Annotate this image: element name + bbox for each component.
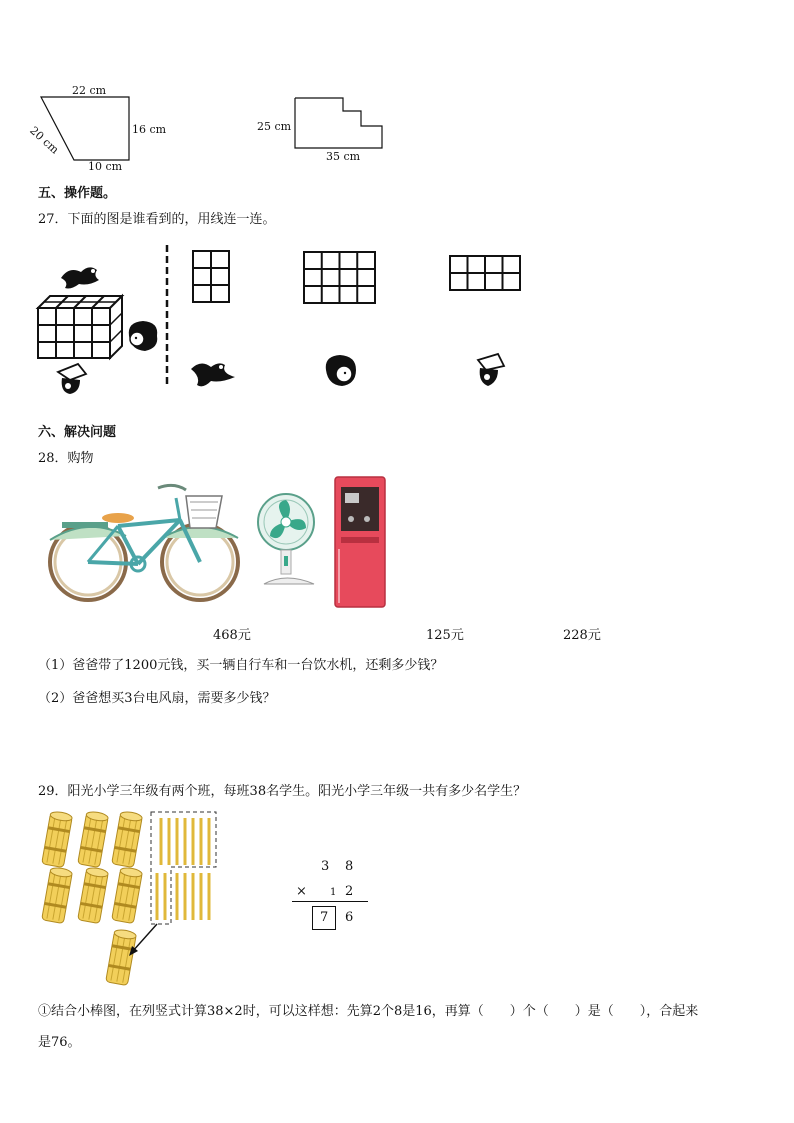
q27-text: 27．下面的图是谁看到的，用线连一连。 bbox=[38, 212, 276, 227]
q29-text: 29．阳光小学三年级有两个班，每班38名学生。阳光小学三年级一共有多少名学生？ bbox=[38, 784, 527, 799]
bird-icon bbox=[185, 355, 243, 391]
q28-title: 28．购物 bbox=[38, 451, 94, 466]
q28-sub1: （1）爸爸带了1200元钱，买一辆自行车和一台饮水机，还剩多少钱？ bbox=[38, 658, 444, 673]
bicycle-image bbox=[40, 478, 250, 613]
trapezoid-bottom-label: 10 cm bbox=[88, 160, 123, 173]
trapezoid-top-label: 22 cm bbox=[72, 84, 107, 97]
step-height-label: 25 cm bbox=[257, 120, 292, 133]
water-dispenser-image bbox=[333, 475, 389, 611]
dispenser-price: 228元 bbox=[563, 628, 601, 643]
girl-face-icon bbox=[322, 352, 360, 390]
girl-face-icon bbox=[125, 318, 161, 354]
q29-question1-line1: ①结合小棒图，在列竖式计算38×2时，可以这样想：先算2个8是16，再算（ ）个（ ）是（ ），合起来 bbox=[38, 1004, 699, 1019]
boy-hat-icon bbox=[52, 360, 92, 400]
section6-heading: 六、解决问题 bbox=[38, 425, 117, 440]
q28-sub2: （2）爸爸想买3台电风扇，需要多少钱？ bbox=[38, 691, 276, 706]
q29-question1-line2: 是76。 bbox=[38, 1035, 81, 1050]
calc-carry: 1 bbox=[330, 887, 337, 898]
bird-icon bbox=[55, 262, 115, 294]
boy-hat-icon bbox=[470, 350, 510, 390]
dashed-divider bbox=[164, 245, 170, 390]
calc-rule-line bbox=[292, 901, 368, 902]
trapezoid-right-label: 16 cm bbox=[132, 123, 167, 136]
fan-price: 125元 bbox=[426, 628, 464, 643]
view-grid-2x3 bbox=[192, 250, 232, 305]
view-grid-4x3 bbox=[303, 251, 379, 305]
calc-r-tens: 7 bbox=[320, 910, 329, 925]
stick-bundles-image bbox=[40, 808, 230, 988]
bicycle-price: 468元 bbox=[213, 628, 251, 643]
calc-r-ones: 6 bbox=[345, 910, 354, 925]
calc-a-tens: 3 bbox=[321, 859, 330, 874]
calc-times: × bbox=[296, 884, 307, 899]
section5-heading: 五、操作题。 bbox=[38, 186, 117, 201]
step-width-label: 35 cm bbox=[326, 150, 361, 163]
trapezoid-left-label: 20 cm bbox=[27, 124, 62, 157]
view-grid-4x2 bbox=[449, 255, 523, 293]
calc-a-ones: 8 bbox=[345, 859, 354, 874]
calc-b: 2 bbox=[345, 884, 354, 899]
fan-image bbox=[254, 492, 320, 592]
